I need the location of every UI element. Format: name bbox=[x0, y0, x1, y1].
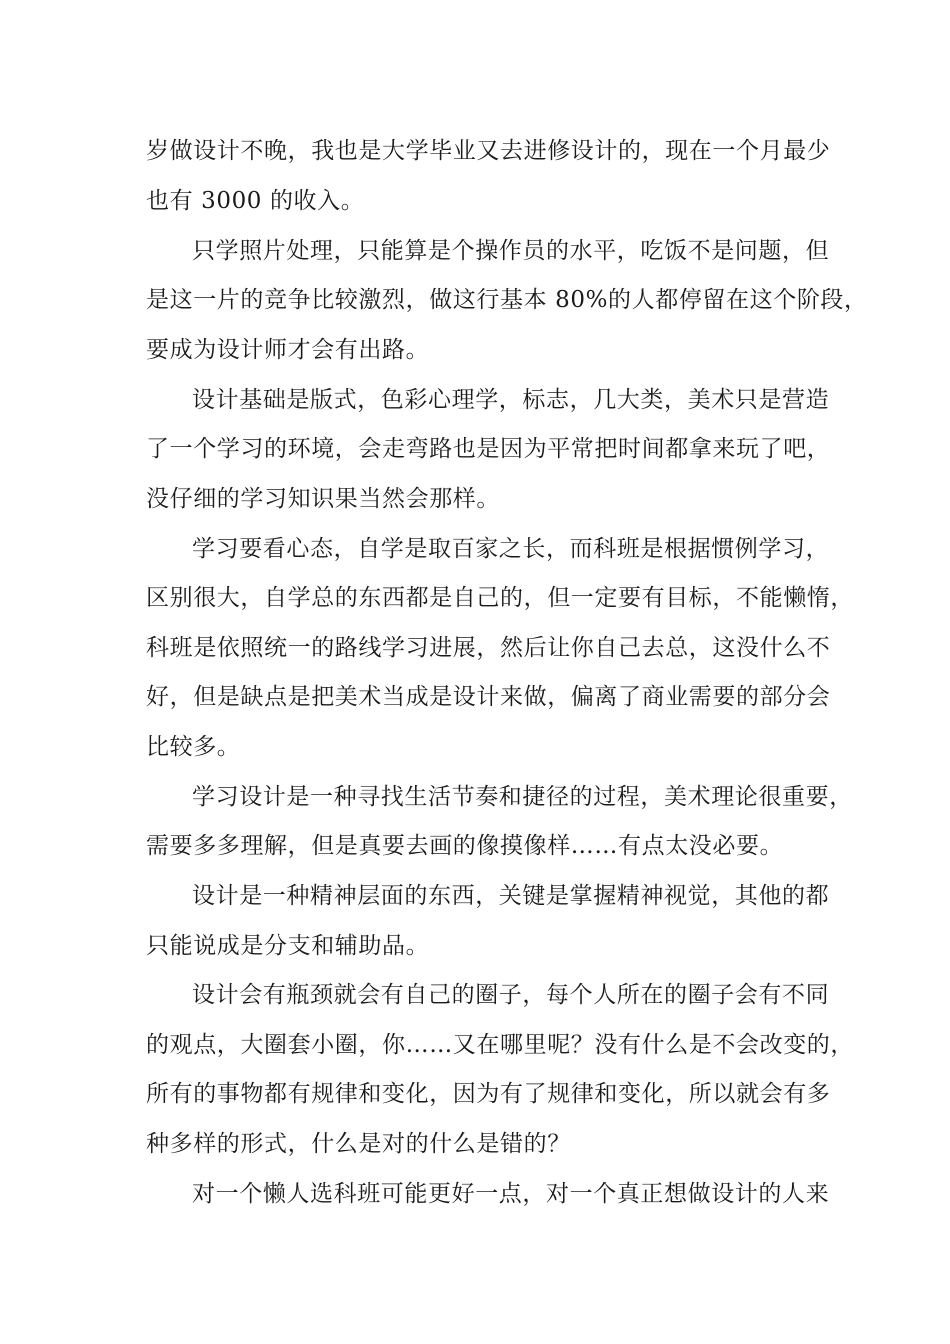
text-line: 需要多多理解，但是真要去画的像摸像样……有点太没必要。 bbox=[146, 833, 784, 859]
text-line: 所有的事物都有规律和变化，因为有了规律和变化，所以就会有多 bbox=[146, 1081, 831, 1107]
text-line: 了一个学习的环境，会走弯路也是因为平常把时间都拿来玩了吧， bbox=[146, 436, 831, 462]
text-line: 的观点，大圈套小圈，你……又在哪里呢？没有什么是不会改变的， bbox=[146, 1032, 854, 1058]
text-line: 只能说成是分支和辅助品。 bbox=[146, 933, 430, 959]
text-line: 岁做设计不晚，我也是大学毕业又去进修设计的，现在一个月最少 bbox=[146, 138, 831, 164]
paragraph-first-line: 设计是一种精神层面的东西，关键是掌握精神视觉，其他的都 bbox=[192, 883, 830, 909]
paragraph-first-line: 学习设计是一种寻找生活节奏和捷径的过程，美术理论很重要， bbox=[192, 784, 853, 810]
paragraph-first-line: 设计会有瓶颈就会有自己的圈子，每个人所在的圈子会有不同 bbox=[192, 982, 830, 1008]
text-line: 是这一片的竞争比较激烈，做这行基本 80%的人都停留在这个阶段， bbox=[146, 287, 868, 313]
paragraph-first-line: 对一个懒人选科班可能更好一点，对一个真正想做设计的人来 bbox=[192, 1181, 830, 1207]
text-line: 区别很大，自学总的东西都是自己的，但一定要有目标，不能懒惰， bbox=[146, 585, 854, 611]
text-line: 要成为设计师才会有出路。 bbox=[146, 337, 430, 363]
text-line: 没仔细的学习知识果当然会那样。 bbox=[146, 486, 500, 512]
text-line: 科班是依照统一的路线学习进展，然后让你自己去总，这没什么不 bbox=[146, 635, 831, 661]
text-line: 种多样的形式，什么是对的什么是错的？ bbox=[146, 1131, 571, 1157]
paragraph-first-line: 学习要看心态，自学是取百家之长，而科班是根据惯例学习， bbox=[192, 536, 830, 562]
paragraph-first-line: 只学照片处理，只能算是个操作员的水平，吃饭不是问题，但 bbox=[192, 238, 830, 264]
paragraph-first-line: 设计基础是版式，色彩心理学，标志，几大类，美术只是营造 bbox=[192, 387, 830, 413]
text-line: 比较多。 bbox=[146, 734, 241, 760]
text-line: 好，但是缺点是把美术当成是设计来做，偏离了商业需要的部分会 bbox=[146, 684, 831, 710]
text-line: 也有 3000 的收入。 bbox=[146, 188, 365, 214]
